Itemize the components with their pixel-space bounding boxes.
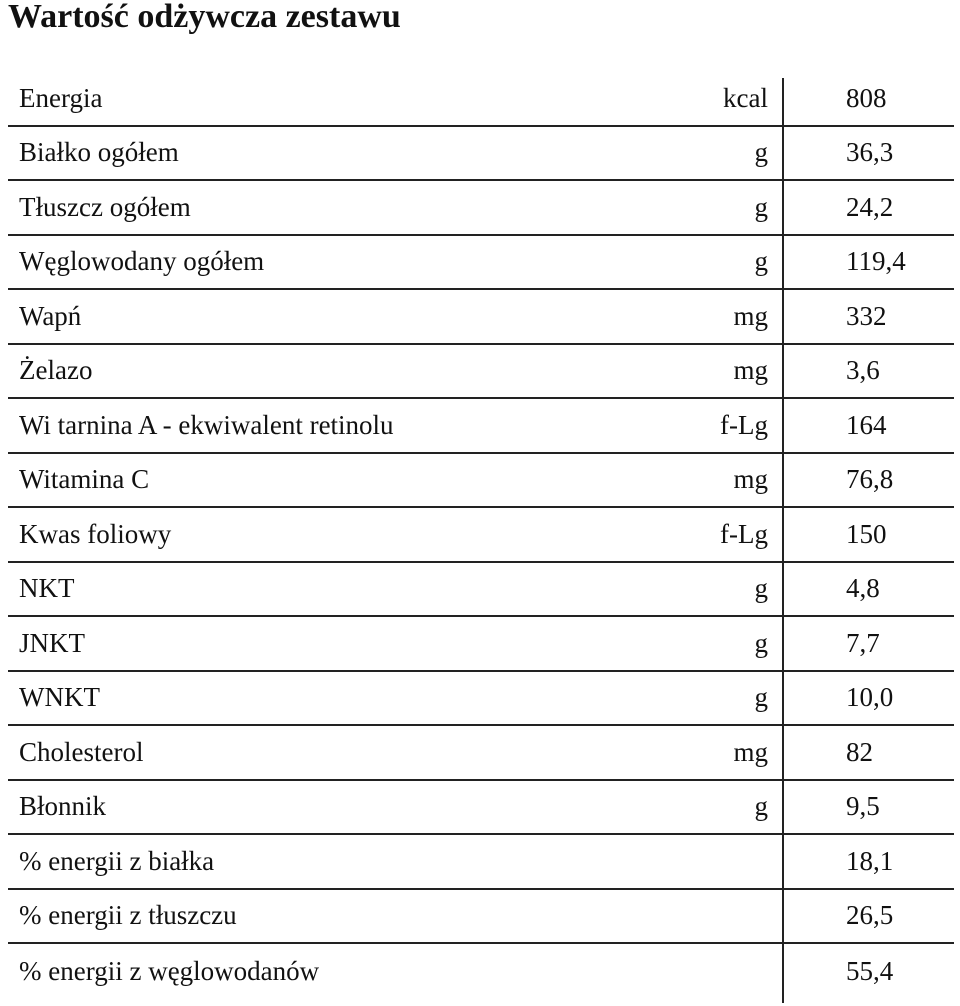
- nutrient-unit: g: [754, 191, 768, 222]
- nutrient-name: Błonnik: [19, 791, 107, 822]
- nutrient-name: Kwas foliowy: [19, 518, 172, 549]
- nutrient-name: JNKT: [19, 627, 85, 658]
- nutrient-unit: mg: [733, 300, 768, 331]
- nutrient-value: 82: [846, 736, 873, 767]
- table-row: [8, 835, 954, 890]
- nutrient-unit: g: [754, 791, 768, 822]
- nutrient-value: 164: [846, 409, 887, 440]
- nutrient-value: 10,0: [846, 682, 894, 713]
- table-row: [8, 781, 954, 836]
- page-title: Wartość odżywcza zestawu: [8, 0, 401, 35]
- table-row: [8, 127, 954, 182]
- table-row: [8, 617, 954, 672]
- nutrient-value: 24,2: [846, 191, 894, 222]
- nutrient-name: % energii z węglowodanów: [19, 955, 320, 986]
- nutrient-name: % energii z tłuszczu: [19, 900, 237, 931]
- nutrient-unit: g: [754, 573, 768, 604]
- table-row: [8, 290, 954, 345]
- nutrition-table: [8, 72, 954, 999]
- table-row: [8, 672, 954, 727]
- nutrient-unit: f-Lg: [720, 518, 768, 549]
- nutrient-value: 7,7: [846, 627, 880, 658]
- nutrient-name: Węglowodany ogółem: [19, 246, 265, 277]
- nutrient-name: % energii z białka: [19, 845, 215, 876]
- nutrient-unit: g: [754, 137, 768, 168]
- nutrient-value: 18,1: [846, 845, 894, 876]
- table-row: [8, 508, 954, 563]
- nutrient-value: 36,3: [846, 137, 894, 168]
- nutrient-name: Cholesterol: [19, 736, 144, 767]
- nutrient-name: Białko ogółem: [19, 137, 179, 168]
- nutrient-unit: mg: [733, 464, 768, 495]
- nutrient-value: 808: [846, 82, 887, 113]
- nutrient-unit: kcal: [723, 82, 768, 113]
- table-row: [8, 72, 954, 127]
- nutrient-name: NKT: [19, 573, 75, 604]
- table-row: [8, 399, 954, 454]
- nutrient-value: 9,5: [846, 791, 880, 822]
- nutrient-name: Witamina C: [19, 464, 150, 495]
- nutrient-value: 55,4: [846, 955, 894, 986]
- nutrient-value: 150: [846, 518, 887, 549]
- nutrient-value: 332: [846, 300, 887, 331]
- nutrient-value: 119,4: [846, 246, 906, 277]
- nutrient-unit: f-Lg: [720, 409, 768, 440]
- nutrient-name: Energia: [19, 82, 103, 113]
- nutrient-unit: g: [754, 246, 768, 277]
- nutrient-value: 76,8: [846, 464, 894, 495]
- table-row: [8, 181, 954, 236]
- nutrient-value: 3,6: [846, 355, 880, 386]
- nutrient-name: Wi tarnina A - ekwiwalent retinolu: [19, 409, 394, 440]
- column-divider: [782, 78, 784, 1003]
- nutrient-value: 4,8: [846, 573, 880, 604]
- nutrient-unit: g: [754, 682, 768, 713]
- table-row: [8, 726, 954, 781]
- nutrient-name: Wapń: [19, 300, 82, 331]
- nutrient-name: Tłuszcz ogółem: [19, 191, 191, 222]
- nutrient-name: WNKT: [19, 682, 100, 713]
- table-row: [8, 454, 954, 509]
- table-row: [8, 236, 954, 291]
- table-row: [8, 345, 954, 400]
- table-row: [8, 944, 954, 999]
- nutrient-unit: mg: [733, 355, 768, 386]
- nutrient-name: Żelazo: [19, 355, 93, 386]
- nutrient-unit: mg: [733, 736, 768, 767]
- table-row: [8, 563, 954, 618]
- table-row: [8, 890, 954, 945]
- nutrient-unit: g: [754, 627, 768, 658]
- nutrient-value: 26,5: [846, 900, 894, 931]
